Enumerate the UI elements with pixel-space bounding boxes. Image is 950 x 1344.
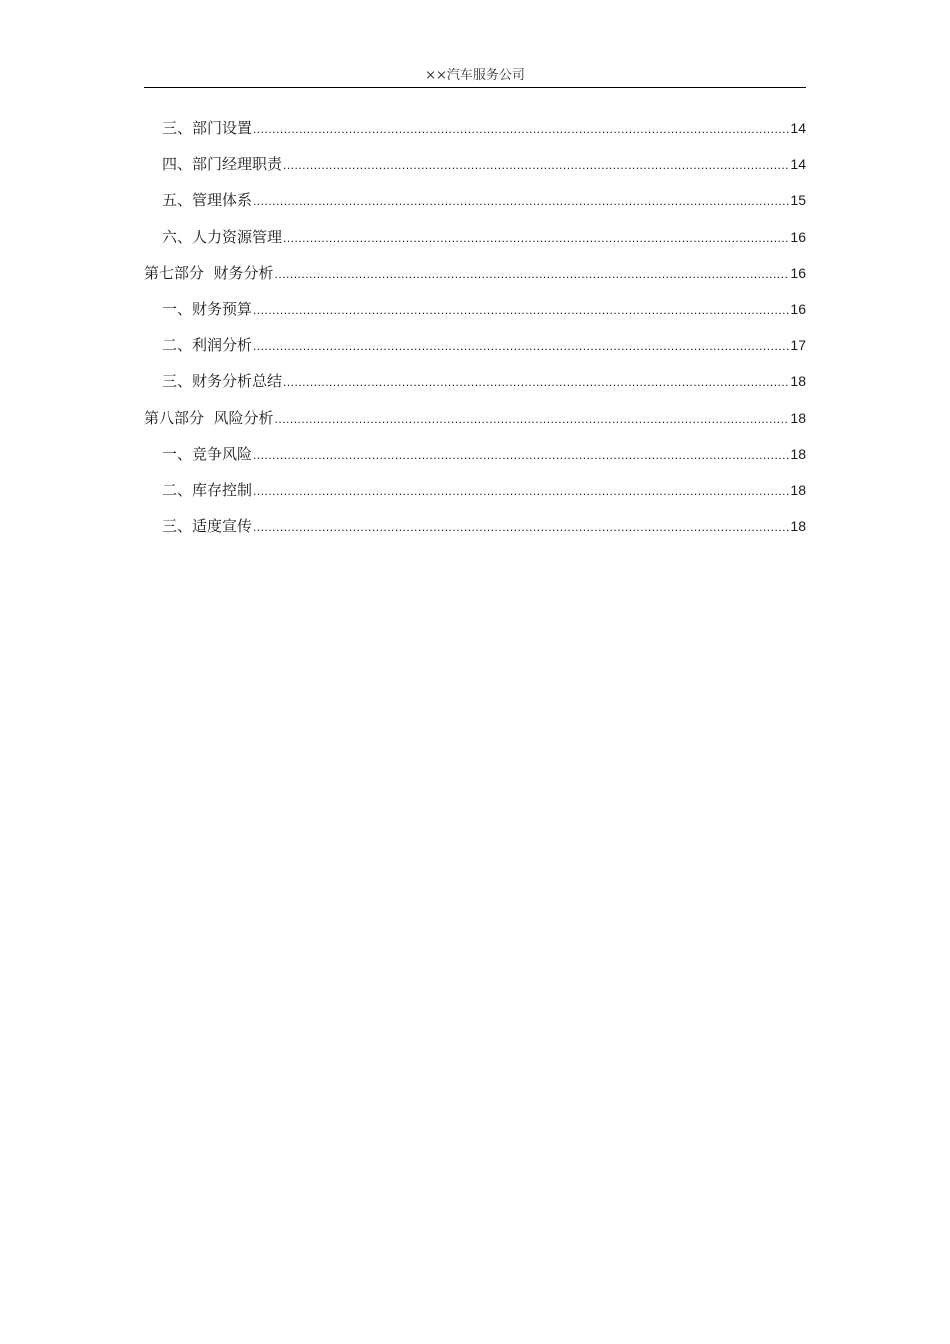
toc-page-number: 16 — [790, 264, 806, 281]
toc-entry-label: 四、部门经理职责 — [162, 155, 283, 174]
toc-page-number: 16 — [790, 228, 806, 245]
toc-entry-financial-budget[interactable] — [144, 295, 806, 331]
toc-entry-part8-risk-analysis[interactable] — [144, 404, 806, 440]
toc-entry-label: 二、利润分析 — [162, 336, 253, 355]
toc-entry-label: 第八部分 风险分析 — [144, 408, 274, 427]
toc-page-number: 14 — [790, 120, 806, 136]
toc-entry-label: 三、适度宣传 — [162, 517, 253, 536]
toc-entry-moderate-promotion[interactable] — [144, 512, 806, 548]
toc-dot-leader — [253, 187, 789, 215]
toc-dot-leader — [283, 368, 789, 396]
toc-page-number: 18 — [790, 481, 806, 498]
table-of-contents — [144, 114, 806, 548]
toc-dot-leader — [275, 260, 790, 288]
toc-entry-dept-setup[interactable] — [144, 114, 806, 150]
toc-entry-label: 五、管理体系 — [162, 191, 253, 210]
page-header — [144, 66, 806, 88]
toc-entry-profit-analysis[interactable] — [144, 331, 806, 367]
toc-dot-leader — [253, 513, 789, 541]
toc-entry-label: 六、人力资源管理 — [162, 227, 283, 246]
toc-entry-label: 二、库存控制 — [162, 480, 253, 499]
toc-entry-competition-risk[interactable] — [144, 440, 806, 476]
toc-entry-manager-duties[interactable] — [144, 150, 806, 186]
toc-dot-leader — [283, 224, 789, 252]
toc-dot-leader — [253, 332, 789, 360]
toc-entry-hr-management[interactable] — [144, 223, 806, 259]
toc-page-number: 14 — [790, 156, 806, 173]
toc-page-number: 18 — [790, 409, 806, 426]
toc-dot-leader — [253, 296, 789, 324]
toc-entry-label: 一、竞争风险 — [162, 444, 253, 463]
toc-page-number: 18 — [790, 373, 806, 390]
toc-dot-leader — [283, 151, 789, 179]
header-company-name: ××汽车服务公司 — [425, 68, 525, 83]
toc-page-number: 18 — [790, 445, 806, 462]
toc-entry-label: 一、财务预算 — [162, 299, 253, 318]
toc-dot-leader — [253, 441, 789, 469]
toc-page-number: 15 — [790, 192, 806, 209]
toc-dot-leader — [253, 477, 789, 505]
toc-entry-label: 第七部分 财务分析 — [144, 263, 274, 282]
toc-entry-part7-financial-analysis[interactable] — [144, 259, 806, 295]
toc-entry-management-system[interactable] — [144, 186, 806, 222]
toc-dot-leader — [253, 115, 789, 143]
toc-page-number: 17 — [790, 337, 806, 354]
toc-page-number: 18 — [790, 518, 806, 535]
toc-dot-leader — [275, 405, 790, 433]
toc-entry-label: 三、财务分析总结 — [162, 372, 283, 391]
toc-entry-financial-summary[interactable] — [144, 367, 806, 403]
toc-entry-inventory-control[interactable] — [144, 476, 806, 512]
toc-entry-label: 三、部门设置 — [162, 119, 253, 137]
toc-page-number: 16 — [790, 300, 806, 317]
